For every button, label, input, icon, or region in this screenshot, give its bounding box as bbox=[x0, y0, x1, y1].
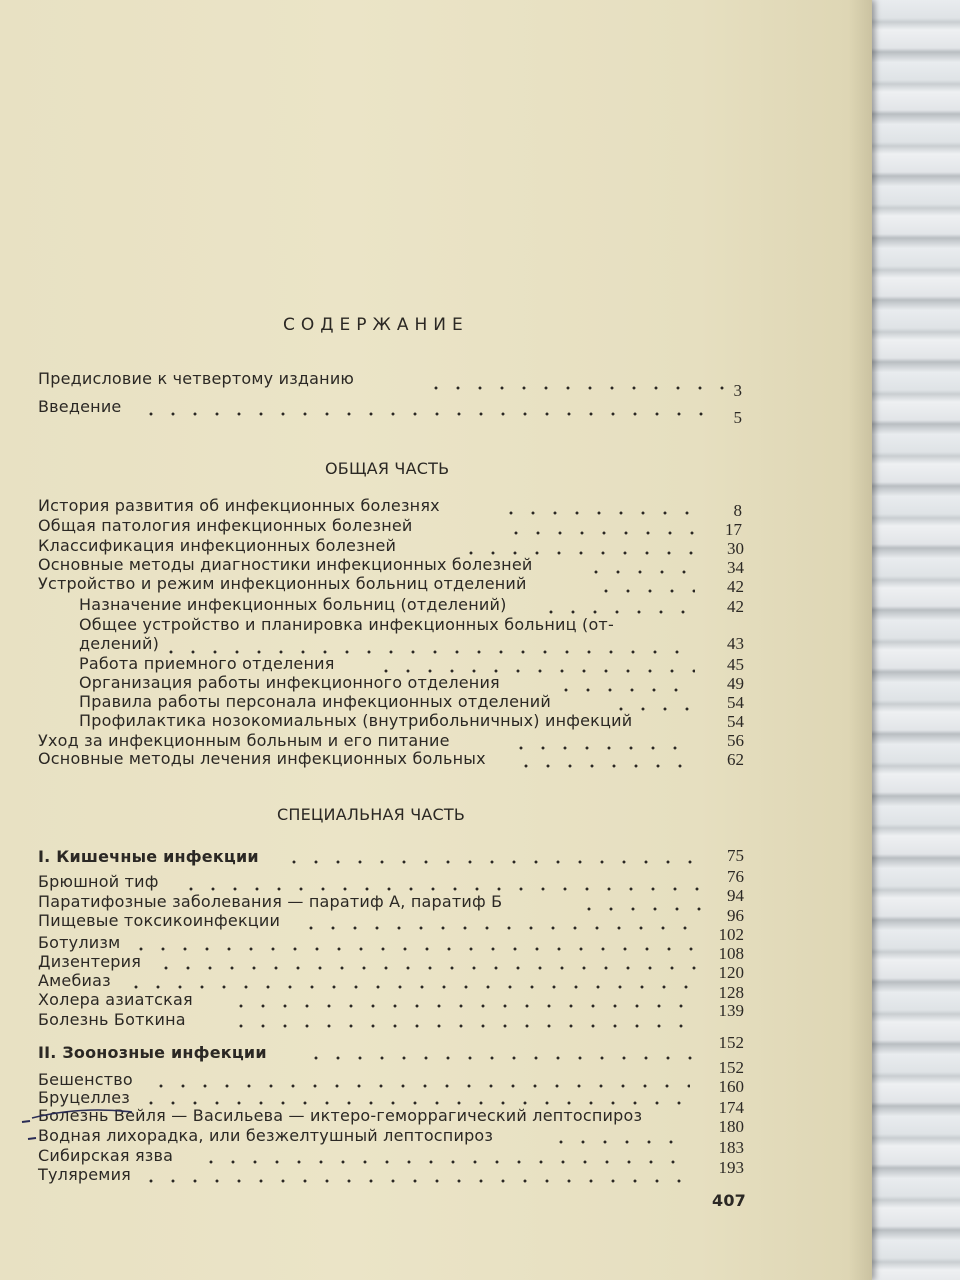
toc-page-number: 54 bbox=[727, 693, 744, 712]
section-heading: СПЕЦИАЛЬНАЯ ЧАСТЬ bbox=[277, 805, 466, 824]
toc-page-number: 96 bbox=[727, 906, 744, 925]
toc-page-number: 160 bbox=[718, 1077, 744, 1096]
page-edge-shadow bbox=[848, 0, 872, 1280]
toc-page-number: 120 bbox=[718, 963, 744, 982]
toc-page-number: 43 bbox=[727, 634, 744, 653]
section-heading: ОБЩАЯ ЧАСТЬ bbox=[325, 459, 450, 478]
toc-page-number: 45 bbox=[727, 655, 744, 674]
toc-page-number: 102 bbox=[718, 925, 744, 944]
toc-page-number: 193 bbox=[718, 1158, 744, 1177]
toc-entry-label: Уход за инфекционным больным и его питание bbox=[38, 731, 450, 750]
toc-entry-label: Бешенство bbox=[38, 1070, 133, 1089]
toc-page-number: 56 bbox=[727, 731, 744, 750]
toc-page-number: 62 bbox=[727, 750, 744, 769]
toc-section-label: II. Зоонозные инфекции bbox=[38, 1043, 267, 1062]
toc-entry-label: Холера азиатская bbox=[38, 990, 193, 1009]
leader-dots bbox=[510, 746, 695, 750]
toc-section-label: I. Кишечные инфекции bbox=[38, 847, 259, 866]
toc-entry-label: Брюшной тиф bbox=[38, 872, 159, 891]
toc-page-number: 94 bbox=[727, 886, 744, 905]
leader-dots bbox=[505, 531, 695, 535]
toc-page-number: 54 bbox=[727, 712, 744, 731]
leader-dots bbox=[140, 412, 720, 416]
leader-dots bbox=[125, 985, 700, 989]
toc-entry-label: Ботулизм bbox=[38, 933, 121, 952]
toc-subentry-label: Организация работы инфекционного отделения bbox=[79, 673, 500, 692]
toc-entry-label: Основные методы лечения инфекционных больных bbox=[38, 749, 486, 768]
toc-page-number: 128 bbox=[718, 983, 744, 1002]
contents-title: СОДЕРЖАНИЕ bbox=[283, 315, 469, 335]
toc-page-number: 5 bbox=[733, 408, 742, 427]
toc-page-number: 139 bbox=[718, 1001, 744, 1020]
leader-dots bbox=[540, 610, 695, 614]
toc-page-number: 17 bbox=[725, 520, 742, 539]
leader-dots bbox=[425, 386, 725, 390]
toc-entry-label: Основные методы диагностики инфекционных болезней bbox=[38, 555, 533, 574]
toc-entry-label: Амебиаз bbox=[38, 971, 111, 990]
toc-entry-label: Водная лихорадка, или безжелтушный лептоспироз bbox=[38, 1126, 494, 1145]
leader-dots bbox=[155, 966, 700, 970]
toc-entry-label: Туляремия bbox=[38, 1165, 131, 1184]
toc-entry-label: Классификация инфекционных болезней bbox=[38, 536, 397, 555]
toc-page-number: 30 bbox=[727, 539, 744, 558]
toc-subentry-label: Работа приемного отделения bbox=[79, 654, 335, 673]
leader-dots bbox=[230, 1024, 700, 1028]
leader-dots bbox=[200, 1160, 690, 1164]
toc-entry-label: Устройство и режим инфекционных больниц отделений bbox=[38, 574, 527, 593]
toc-entry-label: Пищевые токсикоинфекции bbox=[38, 911, 281, 930]
toc-page-number: 108 bbox=[718, 944, 744, 963]
leader-dots bbox=[130, 947, 700, 951]
toc-page-number: 75 bbox=[727, 846, 744, 865]
leader-dots bbox=[150, 1084, 690, 1088]
toc-entry-label: Введение bbox=[38, 397, 122, 416]
toc-entry-label: Паратифозные заболевания — паратиф А, паратиф Б bbox=[38, 892, 503, 911]
leader-dots bbox=[305, 1056, 695, 1060]
toc-page-number: 42 bbox=[727, 597, 744, 616]
leader-dots bbox=[283, 860, 703, 864]
toc-page-number: 49 bbox=[727, 674, 744, 693]
toc-subentry-label: делений) bbox=[79, 634, 160, 653]
toc-page-number: 152 bbox=[718, 1033, 744, 1052]
pen-underline-mark bbox=[20, 1100, 140, 1150]
toc-page-number: 34 bbox=[727, 558, 744, 577]
toc-page-number: 76 bbox=[727, 867, 744, 886]
toc-page-number: 3 bbox=[733, 381, 742, 400]
toc-entry-label: Бруцеллез bbox=[38, 1088, 130, 1107]
toc-entry-label: Болезнь Вейля — Васильева — иктеро-геморрагический лептоспироз bbox=[38, 1106, 643, 1125]
leader-dots bbox=[140, 1179, 690, 1183]
toc-subentry-label: Профилактика нозокомиальных (внутрибольничных) инфекций bbox=[79, 711, 633, 730]
leader-dots bbox=[230, 1004, 700, 1008]
toc-page-number: 8 bbox=[733, 501, 742, 520]
toc-entry-label: Общая патология инфекционных болезней bbox=[38, 516, 413, 535]
leader-dots bbox=[550, 1140, 690, 1144]
leader-dots bbox=[180, 887, 700, 891]
toc-entry-label: Болезнь Боткина bbox=[38, 1010, 186, 1029]
toc-page-number: 183 bbox=[718, 1138, 744, 1157]
leader-dots bbox=[515, 764, 695, 768]
leader-dots bbox=[595, 589, 695, 593]
toc-entry-label: Сибирская язва bbox=[38, 1146, 174, 1165]
toc-subentry-label: Общее устройство и планировка инфекционных больниц (от- bbox=[79, 615, 614, 634]
toc-page-number: 174 bbox=[718, 1098, 744, 1117]
page-number: 407 bbox=[712, 1191, 746, 1210]
leader-dots bbox=[585, 570, 695, 574]
leader-dots bbox=[555, 688, 695, 692]
toc-page-number: 42 bbox=[727, 577, 744, 596]
leader-dots bbox=[300, 926, 700, 930]
toc-subentry-label: Правила работы персонала инфекционных отделений bbox=[79, 692, 552, 711]
leader-dots bbox=[140, 1101, 690, 1105]
toc-page-number: 180 bbox=[718, 1117, 744, 1136]
toc-entry-label: Предисловие к четвертому изданию bbox=[38, 369, 355, 388]
toc-entry-label: История развития об инфекционных болезнях bbox=[38, 496, 440, 515]
toc-subentry-label: Назначение инфекционных больниц (отделений) bbox=[79, 595, 507, 614]
toc-page-number: 152 bbox=[718, 1058, 744, 1077]
leader-dots bbox=[500, 511, 700, 515]
toc-entry-label: Дизентерия bbox=[38, 952, 142, 971]
